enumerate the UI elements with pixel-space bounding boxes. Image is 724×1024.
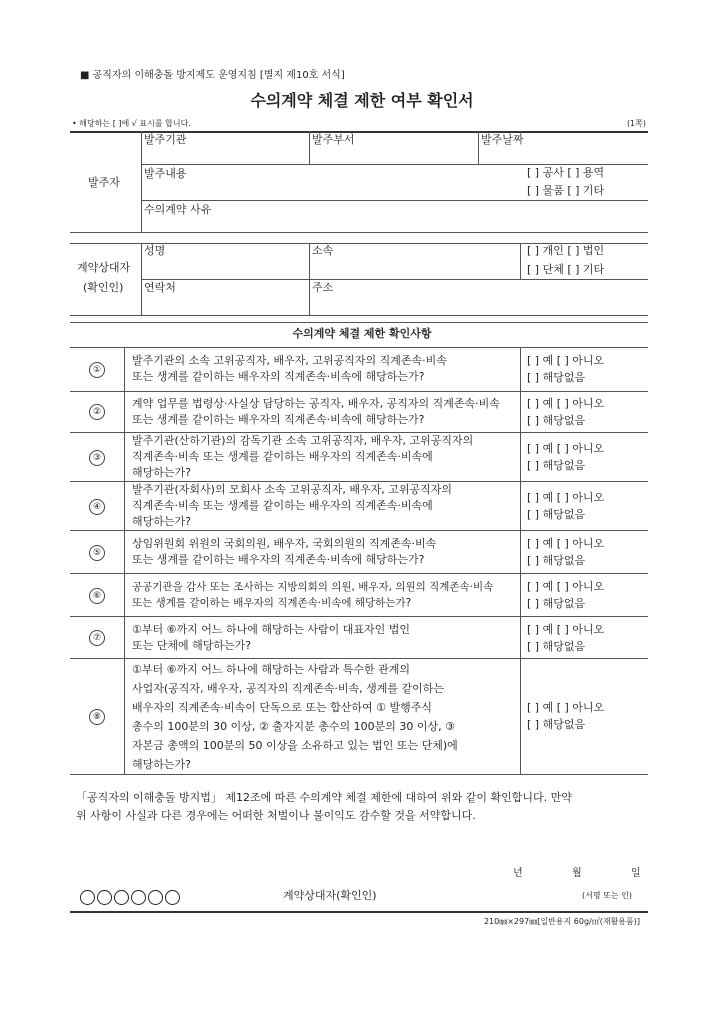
question-text: 발주기관(자회사)의 모회사 소속 고위공직자, 배우자, 고위공직자의 직계존속·비속 또는 생계를 같이하는 배우자의 직계존속·비속에 해당하는가?	[132, 483, 452, 528]
page-number: (1쪽)	[626, 119, 646, 128]
affiliation-label: 소속	[312, 244, 334, 257]
bottom-rule	[70, 911, 648, 913]
answer-yes-no[interactable]: [ ] 예 [ ] 아니오	[527, 701, 605, 714]
answer-na[interactable]: [ ] 해당없음	[527, 371, 586, 384]
row-number: ④	[89, 499, 105, 515]
answer-na[interactable]: [ ] 해당없음	[527, 597, 586, 610]
dept-label: 발주부서	[312, 133, 355, 146]
row-number: ⑥	[89, 588, 105, 604]
row-number: ⑦	[89, 630, 105, 646]
type-options-1[interactable]: [ ] 개인 [ ] 법인	[527, 244, 605, 257]
date-label: 발주날짜	[481, 133, 524, 146]
day-label: 일	[631, 868, 641, 879]
answer-na[interactable]: [ ] 해당없음	[527, 718, 586, 731]
checklist-heading: 수의계약 체결 제한 확인사항	[292, 327, 432, 340]
answer-na[interactable]: [ ] 해당없음	[527, 414, 586, 427]
answer-yes-no[interactable]: [ ] 예 [ ] 아니오	[527, 442, 605, 455]
answer-na[interactable]: [ ] 해당없음	[527, 459, 586, 472]
paper-spec: 210㎜×297㎜[일반용지 60g/㎡(재활용품)]	[483, 917, 640, 926]
signer-label: 계약상대자(확인인)	[283, 889, 377, 902]
row-number: ③	[89, 450, 105, 466]
answer-na[interactable]: [ ] 해당없음	[527, 640, 586, 653]
answer-yes-no[interactable]: [ ] 예 [ ] 아니오	[527, 491, 605, 504]
row-number: ⑤	[89, 545, 105, 561]
question-text: 발주기관(산하기관)의 감독기관 소속 고위공직자, 배우자, 고위공직자의 직계존속·비속 또는 생계를 같이하는 배우자의 직계존속·비속에 해당하는가?	[132, 434, 474, 479]
contact-label: 연락처	[144, 281, 176, 294]
question-text: 공공기관을 감사 또는 조사하는 지방의회의 의원, 배우자, 의원의 직계존속·비속 또는 생계를 같이하는 배우자의 직계존속·비속에 해당하는가?	[132, 581, 494, 609]
question-text: ①부터 ⑥까지 어느 하나에 해당하는 사람과 특수한 관계의 사업자(공직자, 배우자, 공직자의 직계존속·비속, 생계를 같이하는 배우자의 직계존속·비속이 단독으로 또는 합산하여 ① 발행주식 총수의 100분의 30 이상, ② 출자지분 총수의 100분의 30 이상, ③ 자본금 총액의 100분의 50 이상을 소유하고 있는 법인 또는 단체)에 해당하는가?	[132, 663, 458, 771]
instruction-text: • 해당하는 [ ]에 √ 표시를 합니다.	[72, 119, 191, 128]
sign-note: (서명 또는 인)	[582, 891, 632, 900]
answer-na[interactable]: [ ] 해당없음	[527, 554, 586, 567]
declaration-line-2: 위 사항이 사실과 다른 경우에는 어떠한 처벌이나 불이익도 감수할 것을 서약합니다.	[76, 809, 476, 822]
answer-yes-no[interactable]: [ ] 예 [ ] 아니오	[527, 397, 605, 410]
question-text: 상임위원회 위원의 국회의원, 배우자, 국회의원의 직계존속·비속 또는 생계를 같이하는 배우자의 직계존속·비속에 해당하는가?	[132, 537, 437, 566]
answer-yes-no[interactable]: [ ] 예 [ ] 아니오	[527, 623, 605, 636]
question-text: 발주기관의 소속 고위공직자, 배우자, 고위공직자의 직계존속·비속 또는 생계를 같이하는 배우자의 직계존속·비속에 해당하는가?	[132, 354, 447, 383]
month-label: 월	[572, 868, 582, 879]
year-label: 년	[513, 868, 523, 879]
content-label: 발주내용	[144, 167, 187, 180]
answer-na[interactable]: [ ] 해당없음	[527, 508, 586, 521]
content-options-2[interactable]: [ ] 물품 [ ] 기타	[527, 184, 605, 197]
reason-label: 수의계약 사유	[144, 203, 212, 216]
answer-yes-no[interactable]: [ ] 예 [ ] 아니오	[527, 354, 605, 367]
contractor-section-label: 계약상대자	[77, 261, 131, 274]
addressee-placeholder	[80, 887, 182, 906]
answer-yes-no[interactable]: [ ] 예 [ ] 아니오	[527, 537, 605, 550]
page-title: 수의계약 체결 제한 여부 확인서	[250, 91, 474, 110]
address-label: 주소	[312, 281, 334, 294]
agency-label: 발주기관	[144, 133, 187, 146]
content-options-1[interactable]: [ ] 공사 [ ] 용역	[527, 166, 605, 179]
contractor-section-sublabel: (확인인)	[83, 281, 124, 294]
name-label: 성명	[144, 244, 166, 257]
row-number: ⑧	[89, 709, 105, 725]
question-text: ①부터 ⑥까지 어느 하나에 해당하는 사람이 대표자인 법인 또는 단체에 해당하는가?	[132, 623, 410, 652]
question-text: 계약 업무를 법령상·사실상 담당하는 공직자, 배우자, 공직자의 직계존속·비속 또는 생계를 같이하는 배우자의 직계존속·비속에 해당하는가?	[132, 397, 500, 426]
row-number: ①	[89, 362, 105, 378]
row-number: ②	[89, 404, 105, 420]
type-options-2[interactable]: [ ] 단체 [ ] 기타	[527, 263, 605, 276]
form-caption: ■ 공직자의 이해충돌 방지제도 운영지침 [별지 제10호 서식]	[80, 70, 345, 81]
answer-yes-no[interactable]: [ ] 예 [ ] 아니오	[527, 580, 605, 593]
declaration-line-1: 「공직자의 이해충돌 방지법」 제12조에 따른 수의계약 체결 제한에 대하여 위와 같이 확인합니다. 만약	[76, 791, 572, 804]
orderer-section-label: 발주자	[88, 176, 120, 189]
